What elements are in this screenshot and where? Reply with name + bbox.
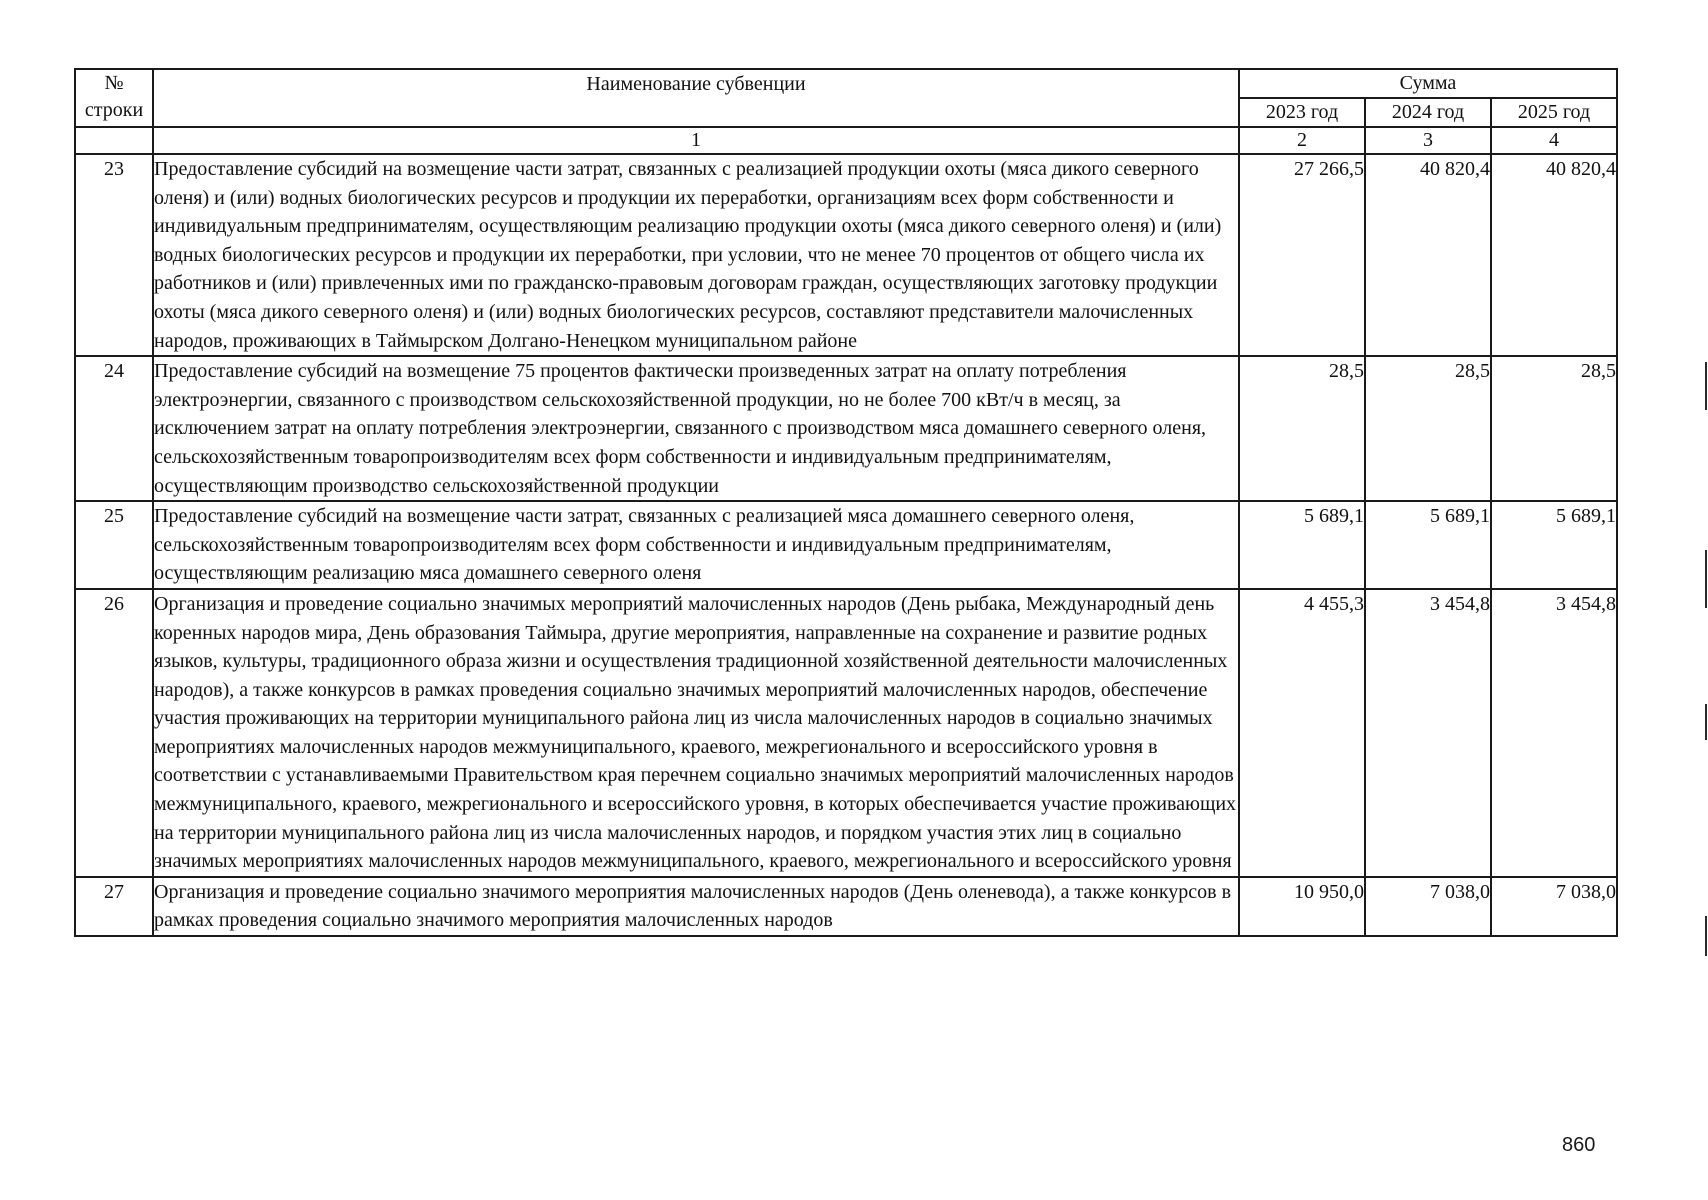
document-sheet (74, 68, 1616, 937)
amount-2024-cell: 3 454,8 (1365, 589, 1491, 877)
table-body (75, 154, 1617, 936)
header-row-number: № строки (75, 69, 153, 127)
subvention-name-cell: Предоставление субсидий на возмещение части затрат, связанных с реализацией продукции охоты (мяса дикого северного оленя) и (или) водных биологических ресурсов и продукции их переработки, организациям всех форм собственности и индивидуальным предпринимателям, осуществляющим реализацию продукции охоты (мяса дикого северного оленя) и (или) водных биологических ресурсов и продукции их переработки, при условии, что не менее 70 процентов от общего числа их работников и (или) привлеченных ими по гражданско-правовым договорам граждан, осуществляющих заготовку продукции охоты (мяса дикого северного оленя) и (или) водных биологических ресурсов, составляют представители малочисленных народов, проживающих в Таймырском Долгано-Ненецком муниципальном районе (153, 154, 1239, 356)
amount-2023-cell: 4 455,3 (1239, 589, 1365, 877)
header-sum: Сумма (1239, 69, 1617, 98)
table-row (75, 589, 1617, 877)
table-row (75, 356, 1617, 501)
subventions-table (74, 68, 1618, 937)
row-number-cell: 26 (75, 589, 153, 877)
amount-2025-cell: 40 820,4 (1491, 154, 1617, 356)
subvention-name-cell: Предоставление субсидий на возмещение 75 процентов фактически произведенных затрат на оплату потребления электроэнергии, связанного с производством сельскохозяйственной продукции, но не более 700 кВт/ч в месяц, за исключением затрат на оплату потребления электроэнергии, связанного с производством мяса домашнего северного оленя, сельскохозяйственным товаропроизводителям всех форм собственности и индивидуальным предпринимателям, осуществляющим производство сельскохозяйственной продукции (153, 356, 1239, 501)
row-number-cell: 25 (75, 501, 153, 589)
scan-edge-mark (1705, 916, 1707, 956)
table-row (75, 501, 1617, 589)
header-year-2025: 2025 год (1491, 98, 1617, 127)
amount-2025-cell: 5 689,1 (1491, 501, 1617, 589)
column-number-2: 2 (1239, 127, 1365, 154)
column-number-0 (75, 127, 153, 154)
amount-2024-cell: 40 820,4 (1365, 154, 1491, 356)
amount-2025-cell: 28,5 (1491, 356, 1617, 501)
header-subvention-name: Наименование субвенции (153, 69, 1239, 127)
amount-2025-cell: 7 038,0 (1491, 877, 1617, 936)
subvention-name-cell: Предоставление субсидий на возмещение части затрат, связанных с реализацией мяса домашнего северного оленя, сельскохозяйственным товаропроизводителям всех форм собственности и индивидуальным предпринимателям, осуществляющим реализацию мяса домашнего северного оленя (153, 501, 1239, 589)
table-row (75, 877, 1617, 936)
amount-2024-cell: 5 689,1 (1365, 501, 1491, 589)
amount-2025-cell: 3 454,8 (1491, 589, 1617, 877)
scan-edge-mark (1705, 704, 1707, 740)
row-number-cell: 24 (75, 356, 153, 501)
subvention-name-cell: Организация и проведение социально значимых мероприятий малочисленных народов (День рыбака, Международный день коренных народов мира, День образования Таймыра, другие мероприятия, направленные на сохранение и развитие родных языков, культуры, традиционного образа жизни и осуществления традиционной хозяйственной деятельности малочисленных народов), а также конкурсов в рамках проведения социально значимых мероприятий малочисленных народов, обеспечение участия проживающих на территории муниципального района лиц из числа малочисленных народов в социально значимых мероприятиях малочисленных народов межмуниципального, краевого, межрегионального и всероссийского уровня в соответствии с устанавливаемыми Правительством края перечнем социально значимых мероприятий малочисленных народов межмуниципального, краевого, межрегионального и всероссийского уровня, в которых обеспечивается участие проживающих на территории муниципального района лиц из числа малочисленных народов, и порядком участия этих лиц в социально значимых мероприятиях малочисленных народов межмуниципального, краевого, межрегионального и всероссийского уровня (153, 589, 1239, 877)
scan-edge-mark (1705, 362, 1707, 410)
header-year-2023: 2023 год (1239, 98, 1365, 127)
amount-2023-cell: 28,5 (1239, 356, 1365, 501)
amount-2023-cell: 10 950,0 (1239, 877, 1365, 936)
header-year-2024: 2024 год (1365, 98, 1491, 127)
scan-edge-mark (1705, 550, 1707, 608)
column-number-1: 1 (153, 127, 1239, 154)
amount-2024-cell: 28,5 (1365, 356, 1491, 501)
page-number: 860 (1562, 1134, 1596, 1156)
amount-2023-cell: 5 689,1 (1239, 501, 1365, 589)
column-number-3: 3 (1365, 127, 1491, 154)
row-number-cell: 23 (75, 154, 153, 356)
subvention-name-cell: Организация и проведение социально значимого мероприятия малочисленных народов (День оленевода), а также конкурсов в рамках проведения социально значимого мероприятия малочисленных народов (153, 877, 1239, 936)
amount-2023-cell: 27 266,5 (1239, 154, 1365, 356)
row-number-cell: 27 (75, 877, 153, 936)
column-number-4: 4 (1491, 127, 1617, 154)
column-number-row (75, 127, 1617, 154)
table-header (75, 69, 1617, 154)
table-row (75, 154, 1617, 356)
amount-2024-cell: 7 038,0 (1365, 877, 1491, 936)
